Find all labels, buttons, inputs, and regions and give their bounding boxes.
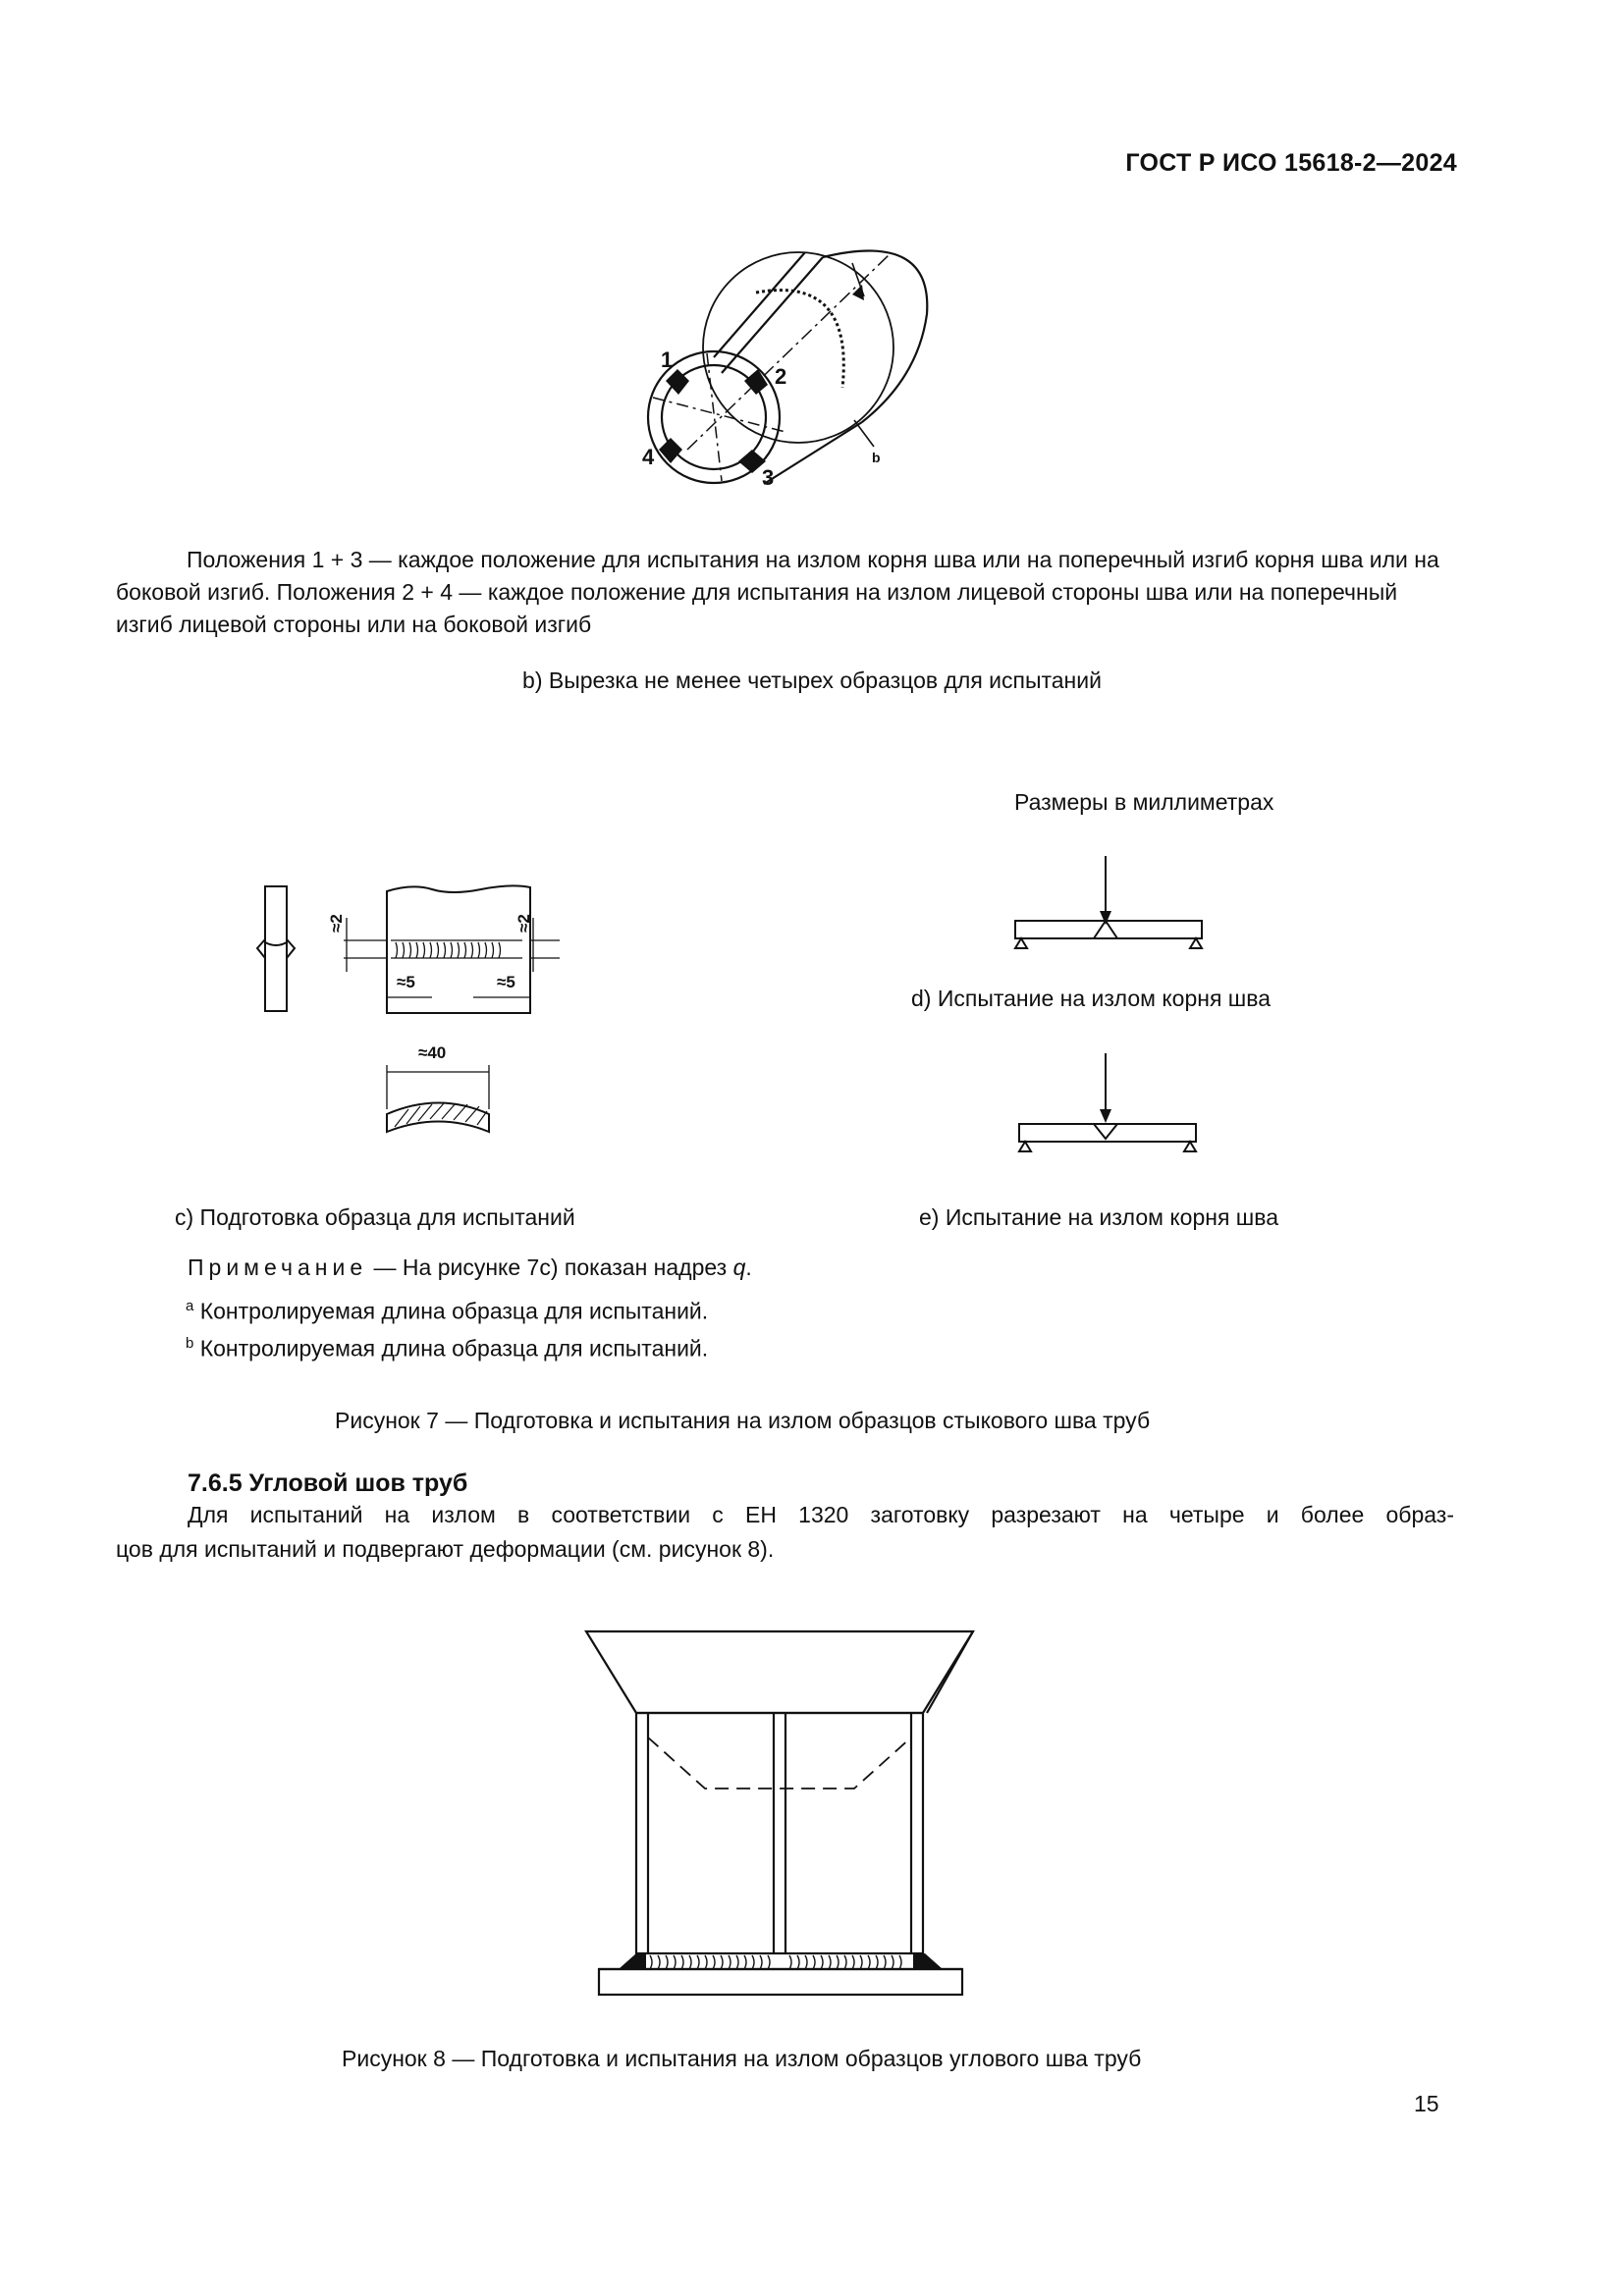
position-label-3: 3: [762, 465, 775, 490]
hidden-line: [648, 1737, 911, 1789]
note-end: .: [745, 1255, 752, 1280]
footnote-text-b: Контролируемая длина образца для испытаний.: [199, 1335, 709, 1362]
reference-label-b: b: [872, 450, 881, 465]
position-label-1: 1: [661, 347, 674, 372]
position-label-4: 4: [642, 445, 655, 469]
note-text: — На рисунке 7c) показан надрез: [367, 1255, 733, 1280]
funnel-cone: [586, 1631, 973, 1713]
positions-description: Положения 1 + 3 — каждое положение для испытания на излом корня шва или на поперечный изгиб корня шва или на боковой изгиб. Положения 2 + 4 — каждое положение для испытания на излом лицевой стороны шва или на поперечный изгиб лицевой стороны или на боковой изгиб: [116, 547, 1439, 637]
dim-gap-right: ≈2: [514, 914, 533, 933]
fillet-weld-right: [913, 1953, 943, 1969]
dimensions-note: Размеры в миллиметрах: [1014, 789, 1274, 815]
figure-7e-caption: e) Испытание на излом корня шва: [919, 1204, 1279, 1230]
figure-7b-caption: b) Вырезка не менее четырех образцов для испытаний: [522, 667, 1102, 693]
dim-gap-left: ≈2: [327, 914, 346, 933]
fillet-weld-ripples: [650, 1955, 901, 1969]
figure-7-caption: Рисунок 7 — Подготовка и испытания на излом образцов стыкового шва труб: [335, 1408, 1151, 1433]
dim-len-right: ≈5: [497, 973, 515, 991]
dim-width: ≈40: [418, 1043, 447, 1062]
section-para-line1: Для испытаний на излом в соответствии с ЕН 1320 заготовку разрезают на четыре и более образ-: [188, 1502, 1454, 1527]
document-code: ГОСТ Р ИСО 15618-2—2024: [1125, 149, 1457, 177]
note-label: Примечание: [188, 1255, 368, 1280]
position-label-2: 2: [775, 364, 787, 389]
figure-7d-caption: d) Испытание на излом корня шва: [911, 986, 1272, 1011]
figure-7c-caption: c) Подготовка образца для испытаний: [175, 1204, 575, 1230]
footnote-text-a: Контролируемая длина образца для испытаний.: [199, 1298, 709, 1324]
dim-len-left: ≈5: [397, 973, 415, 991]
pipe-outline: [636, 1713, 923, 1953]
fillet-weld-left: [619, 1953, 646, 1969]
footnote-mark-b: b: [186, 1335, 194, 1352]
footnote-mark-a: a: [186, 1298, 194, 1314]
page-number: 15: [1414, 2091, 1439, 2116]
section-para-line2: цов для испытаний и подвергают деформации (см. рисунок 8).: [116, 1536, 775, 1562]
funnel-right-edge: [927, 1631, 973, 1713]
base-plate: [599, 1969, 962, 1995]
figure-8-caption: Рисунок 8 — Подготовка и испытания на излом образцов углового шва труб: [342, 2046, 1142, 2071]
section-title: 7.6.5 Угловой шов труб: [188, 1469, 468, 1497]
note-variable: q: [732, 1255, 746, 1280]
